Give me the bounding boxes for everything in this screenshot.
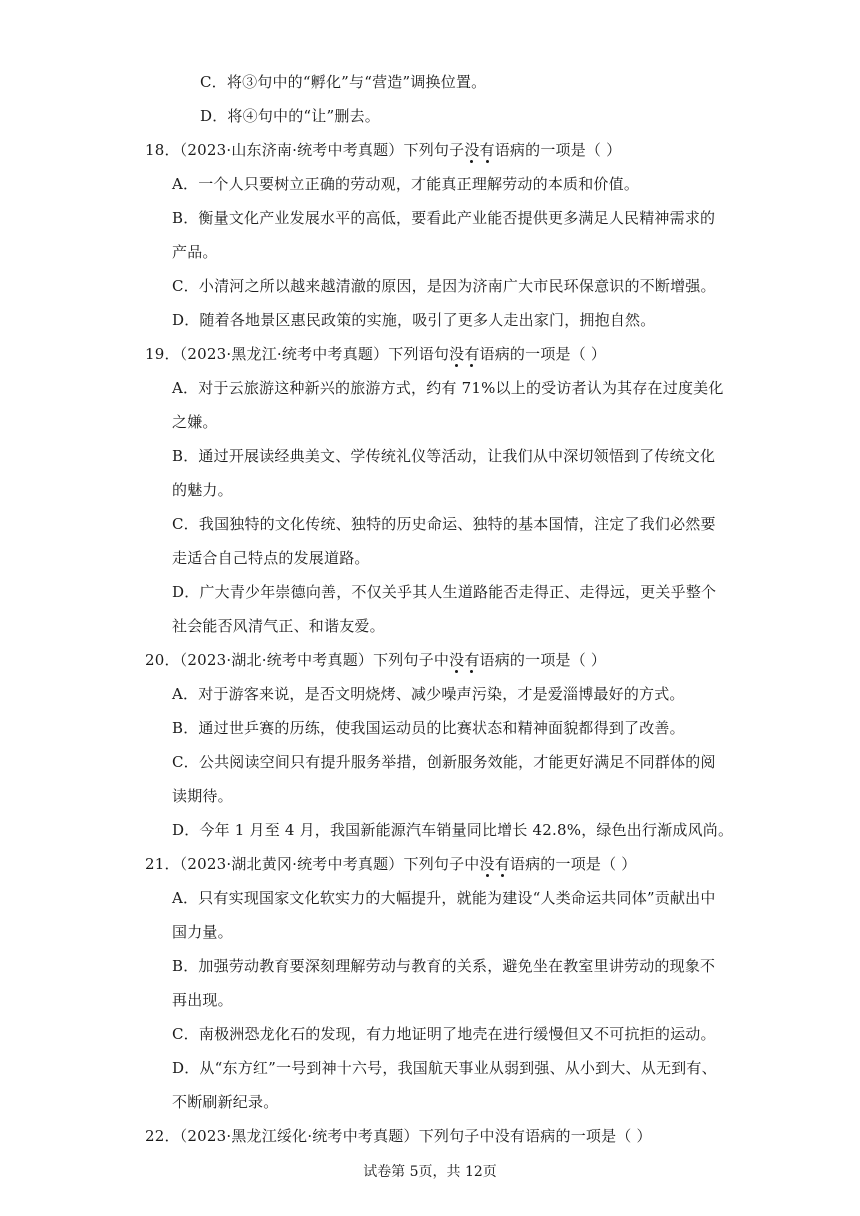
emphasis-dot-char: 有: [464, 345, 480, 363]
option-line: 再出现。: [172, 991, 233, 1009]
option-line: 读期待。: [172, 787, 233, 805]
option-line: 国力量。: [172, 923, 233, 941]
option-line: C．南极洲恐龙化石的发现，有力地证明了地壳在进行缓慢但又不可抗拒的运动。: [172, 1025, 716, 1043]
option-line: A．对于游客来说，是否文明烧烤、减少噪声污染，才是爱淄博最好的方式。: [172, 685, 685, 703]
stem-text-after: 语病的一项是（ ）: [494, 141, 622, 159]
option-line: B．通过世乒赛的历练，使我国运动员的比赛状态和精神面貌都得到了改善。: [172, 719, 685, 737]
option-line: C．将③句中的“孵化”与“营造”调换位置。: [200, 73, 487, 91]
option-line: 不断刷新纪录。: [172, 1093, 279, 1111]
option-line: B．通过开展读经典美文、学传统礼仪等活动，让我们从中深切领悟到了传统文化: [172, 447, 716, 465]
stem-text-before: 20．（2023·湖北·统考中考真题）下列句子中: [145, 651, 450, 669]
question-stem: [145, 650, 606, 670]
emphasis-dot-char: 没: [464, 141, 480, 159]
option-line: D．广大青少年崇德向善，不仅关乎其人生道路能否走得正、走得远，更关乎整个: [172, 583, 717, 601]
stem-text-after: 语病的一项是（ ）: [509, 855, 637, 873]
stem-text-before: 19．（2023·黑龙江·统考中考真题）下列语句: [145, 345, 450, 363]
option-line: D．今年 1 月至 4 月，我国新能源汽车销量同比增长 42.8%，绿色出行渐成风尚。: [172, 821, 734, 839]
option-line: 产品。: [172, 243, 218, 261]
emphasis-dot-char: 没: [479, 855, 495, 873]
question-stem: [145, 854, 636, 874]
question-stem: [145, 344, 606, 364]
option-line: B．衡量文化产业发展水平的高低，要看此产业能否提供更多满足人民精神需求的: [172, 209, 716, 227]
stem-text-before: 21．（2023·湖北黄冈·统考中考真题）下列句子中: [145, 855, 480, 873]
option-line: 社会能否风清气正、和谐友爱。: [172, 617, 385, 635]
page-footer: 试卷第 5页，共 12页: [363, 1164, 497, 1180]
option-line: A．一个人只要树立正确的劳动观，才能真正理解劳动的本质和价值。: [172, 175, 640, 193]
option-line: D．将④句中的“让”删去。: [200, 107, 380, 125]
emphasis-dot-char: 有: [464, 651, 480, 669]
option-line: A．对于云旅游这种新兴的旅游方式，约有 71%以上的受访者认为其存在过度美化: [172, 379, 724, 397]
option-line: D．从“东方红”一号到神十六号，我国航天事业从弱到强、从小到大、从无到有、: [172, 1059, 717, 1077]
option-line: C．小清河之所以越来越清澈的原因，是因为济南广大市民环保意识的不断增强。: [172, 277, 716, 295]
stem-text-after: 语病的一项是（ ）: [479, 345, 607, 363]
emphasis-dot-char: 没: [449, 345, 465, 363]
option-line: B．加强劳动教育要深刻理解劳动与教育的关系，避免坐在教室里讲劳动的现象不: [172, 957, 716, 975]
stem-text-after: 语病的一项是（ ）: [479, 651, 607, 669]
emphasis-dot-char: 有: [479, 141, 495, 159]
option-line: C．公共阅读空间只有提升服务举措，创新服务效能，才能更好满足不同群体的阅: [172, 753, 716, 771]
option-line: 走适合自己特点的发展道路。: [172, 549, 370, 567]
option-line: 的魅力。: [172, 481, 233, 499]
question-stem: 22．（2023·黑龙江绥化·统考中考真题）下列句子中没有语病的一项是（ ）: [145, 1127, 652, 1145]
option-line: D．随着各地景区惠民政策的实施，吸引了更多人走出家门，拥抱自然。: [172, 311, 656, 329]
emphasis-dot-char: 有: [494, 855, 510, 873]
option-line: A．只有实现国家文化软实力的大幅提升，就能为建设“人类命运共同体”贡献出中: [172, 889, 716, 907]
emphasis-dot-char: 没: [449, 651, 465, 669]
option-line: 之嫌。: [172, 413, 218, 431]
stem-text-before: 18．（2023·山东济南·统考中考真题）下列句子: [145, 141, 465, 159]
question-stem: [145, 140, 621, 160]
option-line: C．我国独特的文化传统、独特的历史命运、独特的基本国情，注定了我们必然要: [172, 515, 716, 533]
